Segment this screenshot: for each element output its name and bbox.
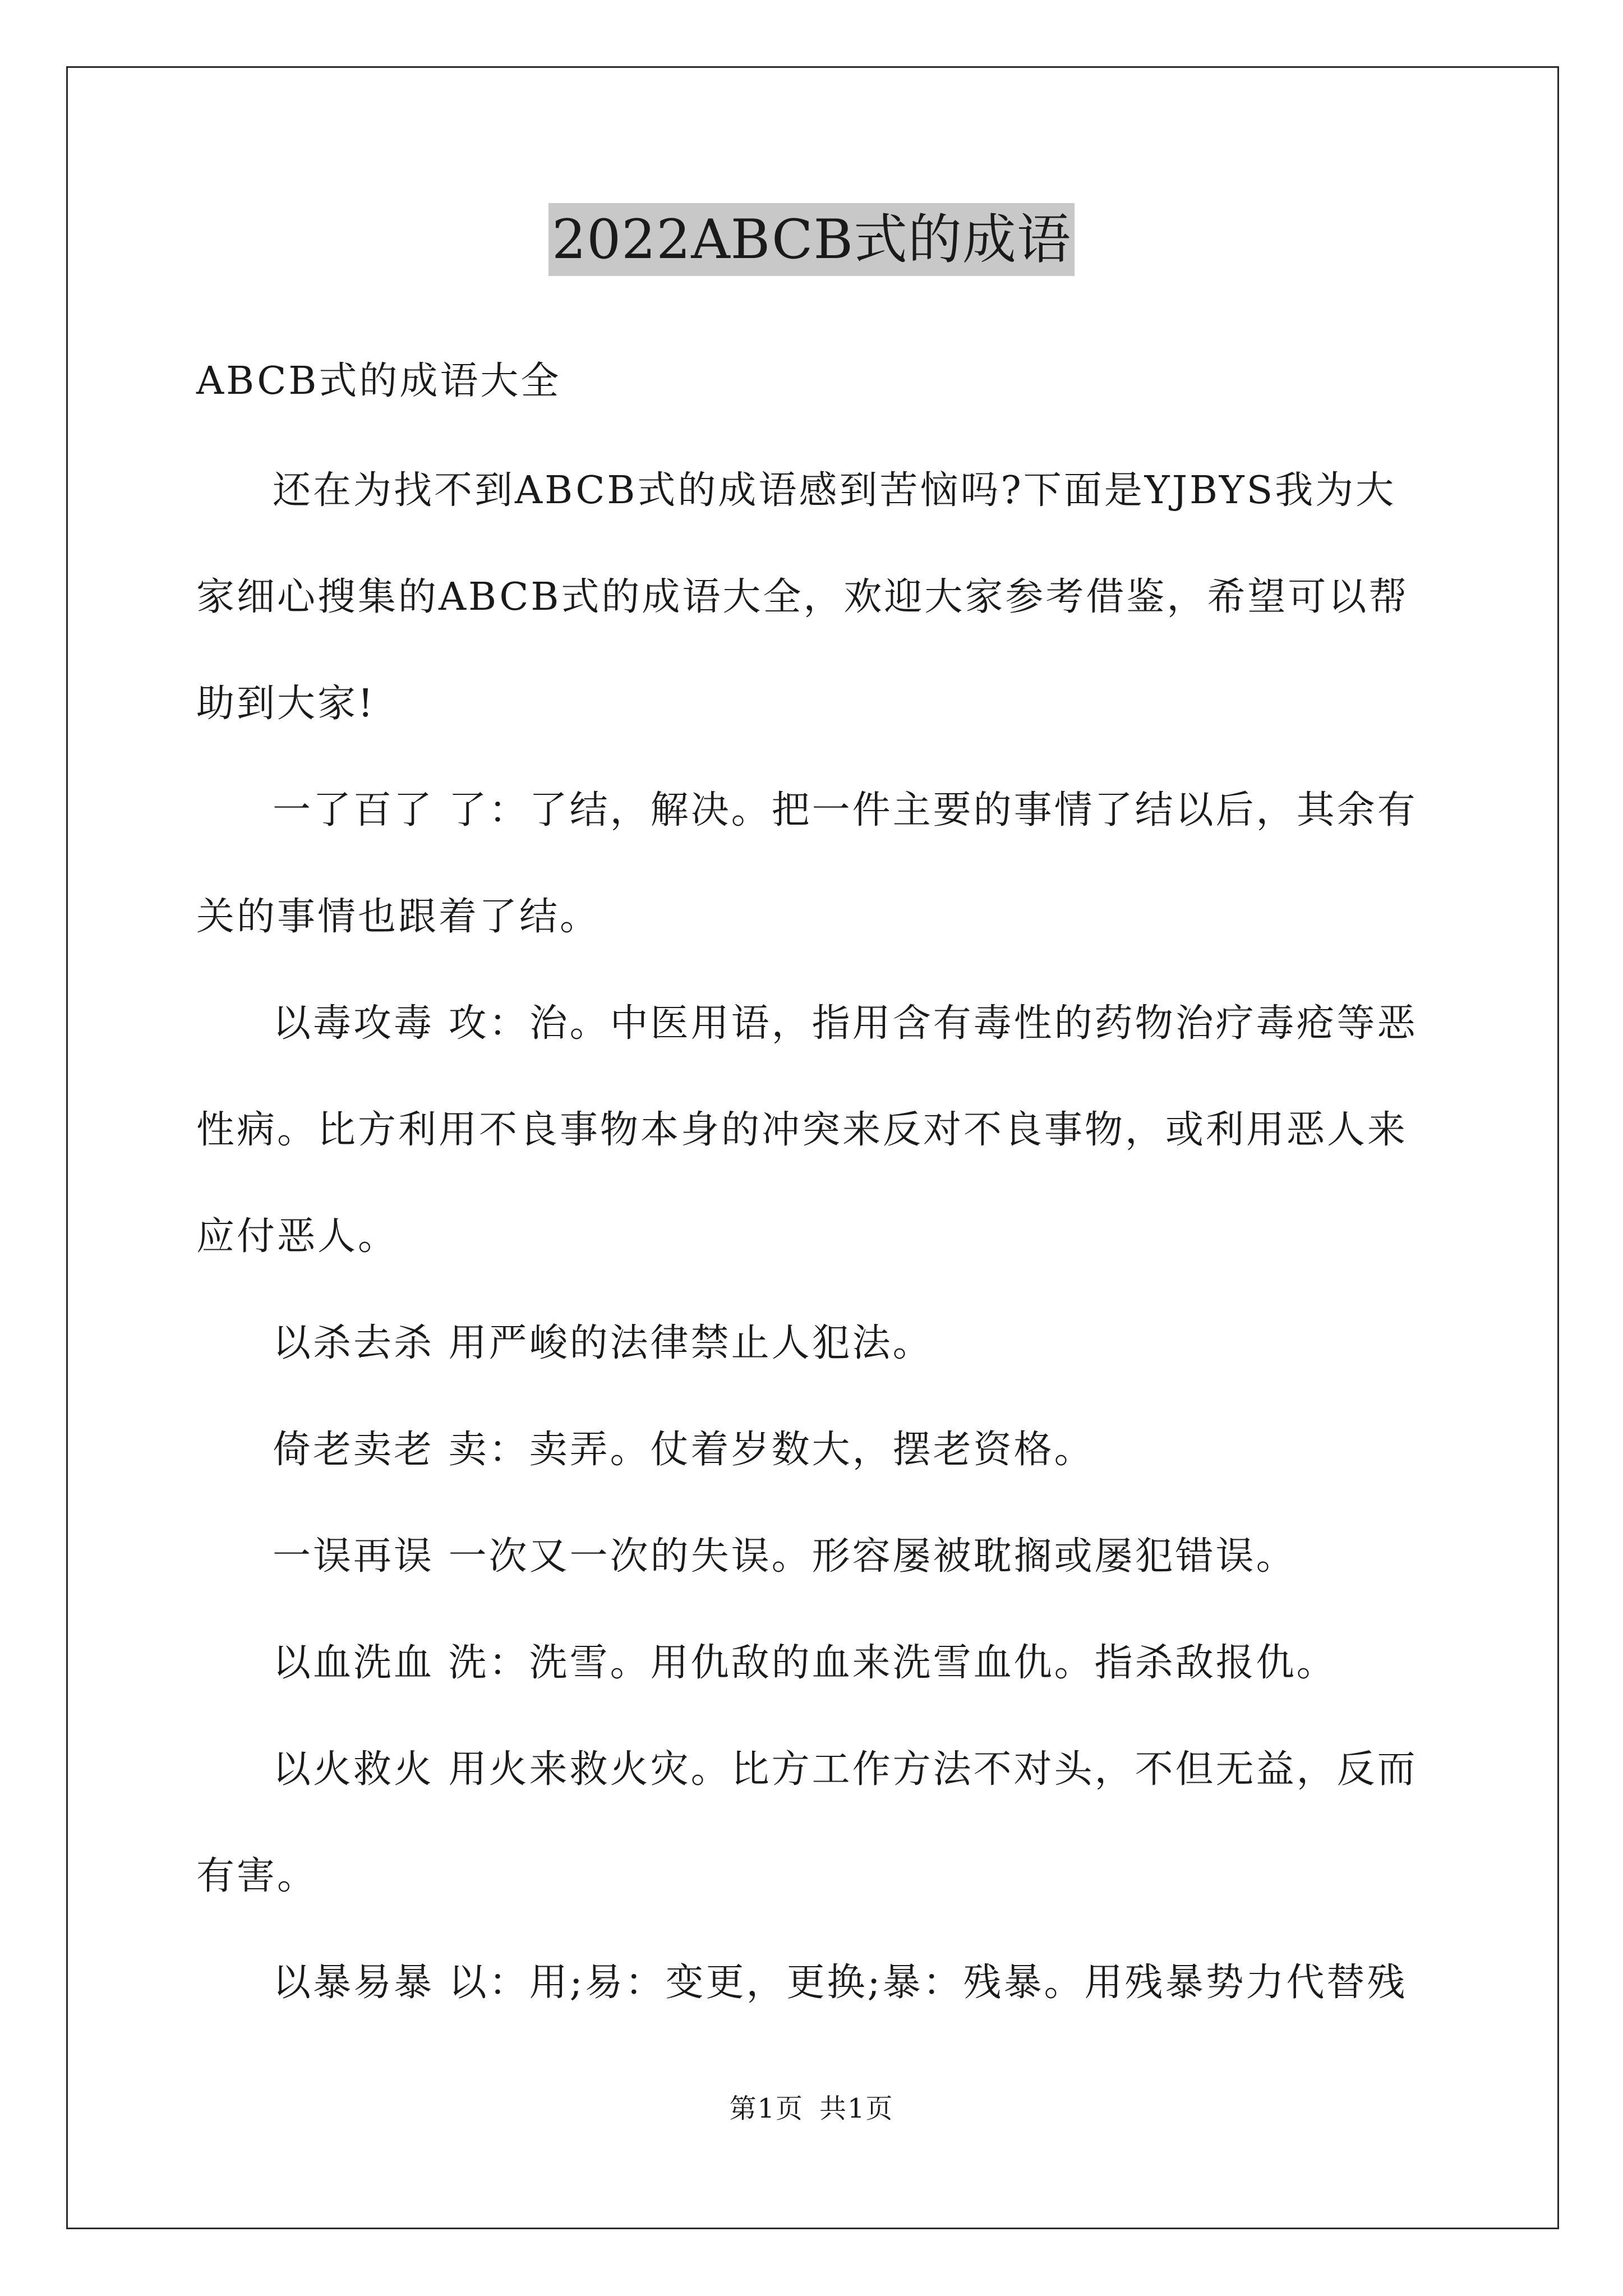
- entry-definition: 一次又一次的失误。形容屡被耽搁或屡犯错误。: [448, 1534, 1297, 1579]
- entry-paragraph: [196, 1717, 1430, 1930]
- entry-term: 以血洗血: [273, 1641, 435, 1685]
- entry-definition: 攻：治。中医用语，指用含有毒性的药物治疗毒疮等恶性病。比方利用不良事物本身的冲突来反对不良事物，或利用恶人来应付恶人。: [196, 1001, 1418, 1259]
- entry-term: 以毒攻毒: [273, 1001, 435, 1046]
- entry-definition: 以：用;易：变更，更换;暴：残暴。用残暴势力代替残: [448, 1961, 1408, 2005]
- entry-term: 一了百了: [273, 788, 435, 832]
- entry-term: 以火救火: [273, 1747, 435, 1792]
- page-number: 第1页: [729, 2093, 804, 2124]
- document-subtitle: ABCB式的成语大全: [196, 359, 561, 403]
- entry-paragraph: [196, 757, 1430, 970]
- entry-term: 以杀去杀: [273, 1321, 435, 1365]
- document-body: [196, 438, 1430, 2036]
- document-title: 2022ABCB式的成语: [548, 203, 1075, 276]
- title-container: [0, 203, 1623, 276]
- entry-paragraph: [196, 1930, 1430, 2036]
- entry-paragraph: [196, 1397, 1430, 1503]
- entry-definition: 洗：洗雪。用仇敌的血来洗雪血仇。指杀敌报仇。: [448, 1641, 1337, 1685]
- entry-definition: 用火来救火灾。比方工作方法不对头，不但无益，反而有害。: [196, 1747, 1418, 1898]
- entry-paragraph: [196, 1290, 1430, 1397]
- page-footer: [0, 2087, 1623, 2125]
- entry-definition: 用严峻的法律禁止人犯法。: [448, 1321, 933, 1365]
- entry-term: 倚老卖老: [273, 1428, 435, 1472]
- entry-term: 以暴易暴: [273, 1961, 435, 2005]
- entry-paragraph: [196, 1610, 1430, 1717]
- entry-paragraph: [196, 1503, 1430, 1610]
- entry-definition: 卖：卖弄。仗着岁数大，摆老资格。: [448, 1428, 1095, 1472]
- page-total: 共1页: [819, 2093, 894, 2124]
- intro-paragraph: 还在为找不到ABCB式的成语感到苦恼吗?下面是YJBYS我为大家细心搜集的ABCB式的成语大全，欢迎大家参考借鉴，希望可以帮助到大家!: [196, 468, 1409, 726]
- entry-term: 一误再误: [273, 1534, 435, 1579]
- entry-definition: 了：了结，解决。把一件主要的事情了结以后，其余有关的事情也跟着了结。: [196, 788, 1418, 939]
- entry-paragraph: [196, 970, 1430, 1290]
